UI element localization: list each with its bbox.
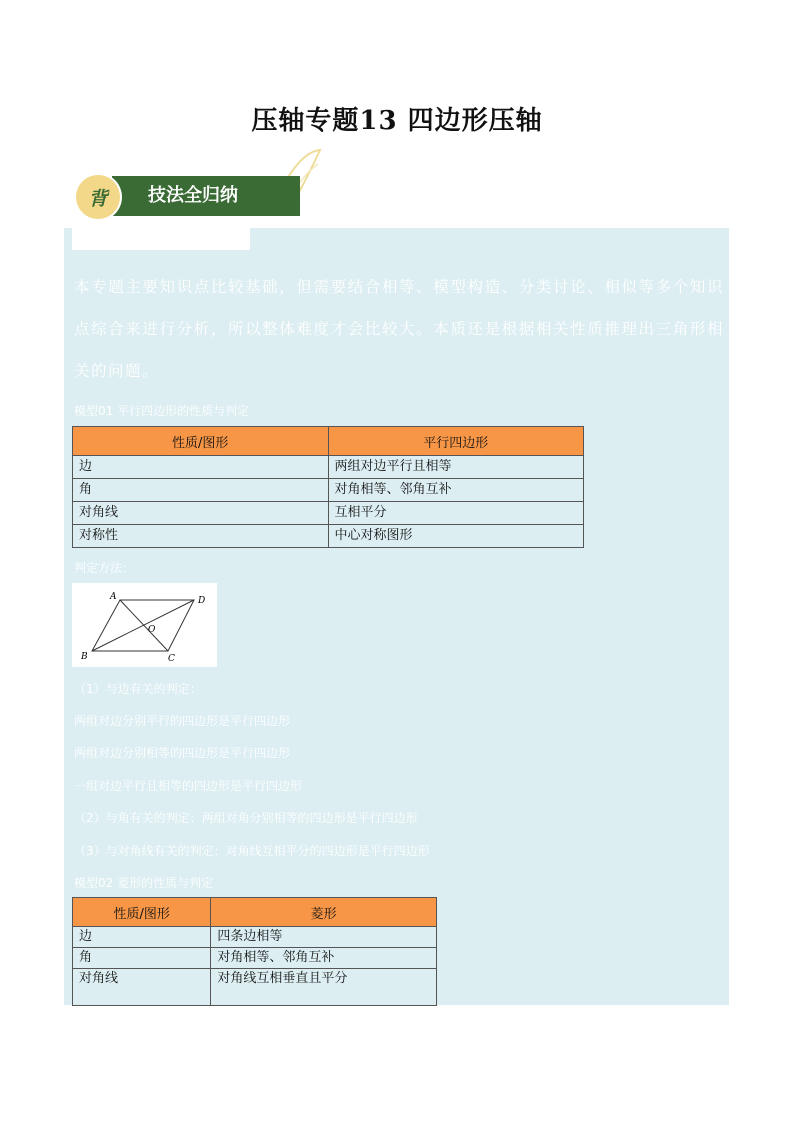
section-banner: 技法全归纳 bbox=[112, 176, 300, 216]
judgement-line: 一组对边平行且相等的四边形是平行四边形 bbox=[74, 779, 303, 793]
table-row bbox=[73, 479, 584, 502]
rhombus-table bbox=[72, 897, 437, 1006]
table-cell: 角 bbox=[73, 948, 211, 969]
table-row bbox=[73, 456, 584, 479]
point-label: O bbox=[148, 625, 156, 635]
table-cell: 两组对边平行且相等 bbox=[328, 456, 584, 479]
point-label: D bbox=[198, 596, 206, 606]
section-badge: 背 bbox=[76, 175, 120, 219]
table-cell: 对称性 bbox=[73, 525, 329, 548]
judgement-line: 两组对边分别相等的四边形是平行四边形 bbox=[74, 746, 291, 760]
table-cell: 对角线互相垂直且平分 bbox=[211, 969, 437, 1006]
table-row bbox=[73, 969, 437, 1006]
judgement-line: （3）与对角线有关的判定：对角线互相平分的四边形是平行四边形 bbox=[74, 844, 430, 858]
panel-tab bbox=[72, 228, 250, 250]
parallelogram-figure bbox=[72, 583, 217, 667]
table-header: 性质/图形 bbox=[73, 427, 329, 456]
parallelogram-table bbox=[72, 426, 584, 548]
table-row bbox=[73, 927, 437, 948]
table-header-row bbox=[73, 427, 584, 456]
model1-heading: 模型01 平行四边形的性质与判定 bbox=[74, 404, 250, 418]
table-cell: 对角线 bbox=[73, 969, 211, 1006]
table-cell: 边 bbox=[73, 927, 211, 948]
table-header-row bbox=[73, 898, 437, 927]
point-label: A bbox=[110, 592, 117, 602]
judgement-line: （2）与角有关的判定：两组对角分别相等的四边形是平行四边形 bbox=[74, 811, 418, 825]
table-header: 性质/图形 bbox=[73, 898, 211, 927]
intro-paragraph: 本专题主要知识点比较基础，但需要结合相等、模型构造、分类讨论、相似等多个知识点综合来进行分析，所以整体难度才会比较大。本质还是根据相关性质推理出三角形相关的问题。 bbox=[74, 278, 724, 380]
page-title: 压轴专题13 四边形压轴 bbox=[251, 106, 543, 136]
table-header: 平行四边形 bbox=[328, 427, 584, 456]
parallelogram-diagram bbox=[72, 583, 217, 667]
table-header: 菱形 bbox=[211, 898, 437, 927]
judgement-line: （1）与边有关的判定： bbox=[74, 682, 202, 696]
table-cell: 角 bbox=[73, 479, 329, 502]
table-cell: 对角相等、邻角互补 bbox=[211, 948, 437, 969]
table-row bbox=[73, 525, 584, 548]
table-cell: 四条边相等 bbox=[211, 927, 437, 948]
point-label: B bbox=[81, 652, 88, 662]
table-cell: 对角相等、邻角互补 bbox=[328, 479, 584, 502]
table-cell: 互相平分 bbox=[328, 502, 584, 525]
table-cell: 对角线 bbox=[73, 502, 329, 525]
table-row bbox=[73, 502, 584, 525]
judge-label: 判定方法： bbox=[74, 561, 135, 575]
table-row bbox=[73, 948, 437, 969]
point-label: C bbox=[168, 654, 175, 664]
table-cell: 中心对称图形 bbox=[328, 525, 584, 548]
table-cell: 边 bbox=[73, 456, 329, 479]
model2-heading: 模型02 菱形的性质与判定 bbox=[74, 876, 214, 890]
judgement-line: 两组对边分别平行的四边形是平行四边形 bbox=[74, 714, 291, 728]
